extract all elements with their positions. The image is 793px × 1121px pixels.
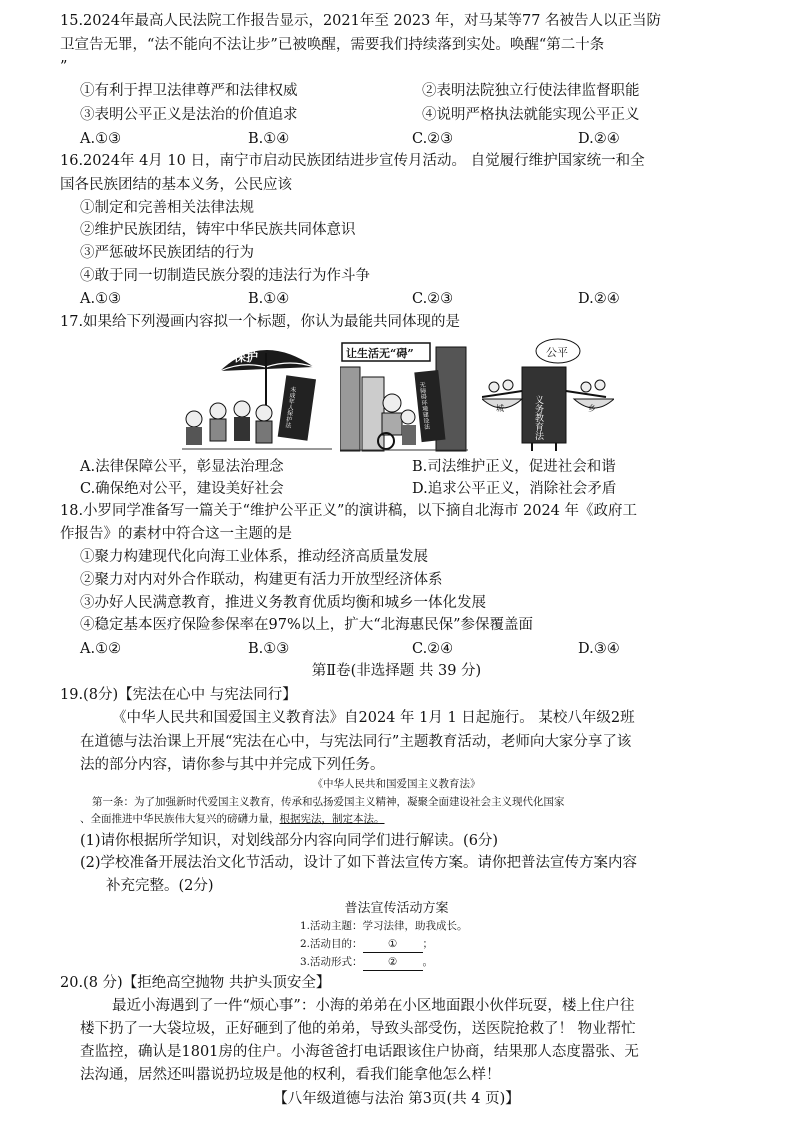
q16-choice-a: A.①③	[80, 291, 122, 307]
book-title: 义务教育法	[533, 395, 543, 440]
q18-choice-b: B.①③	[248, 641, 290, 657]
plan-item-2	[300, 936, 743, 953]
q15-choice-a: A.①③	[80, 131, 122, 147]
child-head-1	[186, 411, 202, 427]
q18-option-2: ②聚力对内对外合作联动，构建更有活力开放型经济体系	[80, 572, 443, 588]
q18-option-4: ④稳定基本医疗保险参保率在97%以上，扩大“北海惠民保”参保覆盖面	[80, 617, 534, 633]
person-head	[383, 394, 401, 412]
q16-choice-d: D.②④	[578, 291, 620, 307]
q19-para-line1: 《中华人民共和国爱国主义教育法》自2024 年 1月 1 日起施行。 某校八年级2班	[112, 710, 635, 726]
child-head-2	[503, 380, 513, 390]
law-excerpt-title: 《中华人民共和国爱国主义教育法》	[312, 778, 481, 790]
q18-choice-d: D.③④	[578, 641, 620, 657]
q20-para-line3: 查监控，确认是1801房的住户。小海爸爸打电话跟该住户协商，结果那人态度嚣张、无	[80, 1044, 639, 1060]
q18-option-3: ③办好人民满意教育，推进义务教育优质均衡和城乡一体化发展	[80, 595, 486, 611]
q16-stem-line1: 16.2024年 4月 10 日，南宁市启动民族团结进步宣传月活动。 自觉履行维护国家统一和全	[60, 153, 645, 169]
q16-option-3: ③严惩破坏民族团结的行为	[80, 245, 254, 261]
q17-choice-a: A.法律保障公平，彰显法治理念	[80, 459, 284, 475]
law-excerpt-underlined: 根据宪法，	[279, 813, 332, 825]
child-body-1	[186, 427, 202, 445]
plan-blank-2[interactable]: ②	[363, 954, 423, 971]
q15-option-2: ②表明法院独立行使法律监督职能	[422, 83, 640, 99]
law-book	[278, 375, 316, 441]
helper-head	[401, 410, 415, 424]
cartoon-education-balance	[482, 337, 614, 453]
plan-item-3-end: 。	[422, 956, 434, 968]
plan-item-3-label: 3.活动形式：	[300, 956, 363, 968]
q15-option-1: ①有利于捍卫法律尊严和法律权威	[80, 83, 298, 99]
q20-para-line1: 最近小海遇到了一件“烦心事”：小海的弟弟在小区地面跟小伙伴玩耍，楼上住户往	[112, 998, 635, 1014]
child-body-2	[210, 419, 226, 441]
law-excerpt-line2	[80, 811, 743, 827]
plan-blank-1[interactable]: ①	[363, 936, 423, 953]
q18-choice-c: C.②④	[412, 641, 454, 657]
q15-choice-b: B.①④	[248, 131, 290, 147]
q17-stem: 17.如果给下列漫画内容拟一个标题，你认为最能共同体现的是	[60, 314, 461, 330]
child-head-1	[489, 382, 499, 392]
plan-item-3	[300, 954, 743, 971]
q17-choice-d: D.追求公平正义，消除社会矛盾	[412, 481, 617, 497]
q15-option-3: ③表明公平正义是法治的价值追求	[80, 107, 298, 123]
arm-left	[482, 391, 522, 397]
book-title: 无障碍环境建设法	[417, 381, 430, 430]
q15-stem-line3: ”	[60, 59, 68, 75]
q18-stem-line2: 作报告》的素材中符合这一主题的是	[60, 526, 292, 542]
helper-body	[402, 425, 416, 445]
plan-item-1: 1.活动主题：学习法律，助我成长。	[300, 920, 468, 932]
q15-stem-line2: 卫宣告无罪，“法不能向不法让步”已被唤醒，需要我们持续落到实处。唤醒“第二十条	[60, 37, 605, 53]
person-body	[382, 413, 402, 435]
q18-stem-line1: 18.小罗同学准备写一篇关于“维护公平正义”的演讲稿，以下摘自北海市 2024 年《政府工	[60, 503, 638, 519]
plan-title: 普法宣传活动方案	[344, 901, 449, 916]
child-body-3	[234, 417, 250, 441]
book-title: 未成年人保护法	[283, 385, 297, 429]
q18-choice-a: A.①②	[80, 641, 122, 657]
q16-option-1: ①制定和完善相关法律法规	[80, 200, 254, 216]
building-left	[340, 367, 360, 451]
q16-stem-line2: 国各民族团结的基本义务，公民应该	[60, 177, 292, 193]
law-excerpt-line1: 第一条：为了加强新时代爱国主义教育，传承和弘扬爱国主义精神，凝聚全面建设社会主义现代化国家	[92, 796, 565, 808]
section-2-heading: 第Ⅱ卷(非选择题 共 39 分)	[311, 663, 482, 679]
q17-choice-c: C.确保绝对公平，建设美好社会	[80, 481, 284, 497]
q20-para-line4: 法沟通，居然还叫嚣说扔垃圾是他的权利，看我们能拿他怎么样！	[80, 1067, 501, 1083]
cartoon-barrier-free	[340, 337, 468, 453]
plan-item-2-end: ；	[422, 938, 434, 950]
q16-option-4: ④敢于同一切制造民族分裂的违法行为作斗争	[80, 268, 370, 284]
q15-choice-c: C.②③	[412, 131, 454, 147]
page-footer: 【八年级道德与法治 第3页(共 4 页)】	[273, 1091, 520, 1107]
q16-choice-b: B.①④	[248, 291, 290, 307]
q19-title: 19.(8分)【宪法在心中 与宪法同行】	[60, 687, 297, 703]
law-excerpt-underlined-2: 制定本法。	[332, 813, 385, 825]
q19-para-line3: 法的部分内容，请你参与其中并完成下列任务。	[80, 757, 385, 773]
q16-choice-c: C.②③	[412, 291, 454, 307]
q15-choice-d: D.②④	[578, 131, 620, 147]
q18-option-1: ①聚力构建现代化向海工业体系，推动经济高质量发展	[80, 549, 428, 565]
pan-right-label: 乡	[588, 404, 596, 413]
q19-task-2-line1: (2)学校准备开展法治文化节活动，设计了如下普法宣传方案。请你把普法宣传方案内容	[80, 855, 638, 871]
q19-task-1: (1)请你根据所学知识，对划线部分内容向同学们进行解读。(6分)	[80, 833, 499, 849]
banner-text: 让生活无“碍”	[346, 347, 414, 360]
q15-option-4: ④说明严格执法就能实现公平正义	[422, 107, 640, 123]
plan-item-2-label: 2.活动目的：	[300, 938, 363, 950]
child-head-4	[256, 405, 272, 421]
building-mid	[362, 377, 384, 451]
child-head-2	[210, 403, 226, 419]
child-body-4	[256, 421, 272, 443]
pan-left-label: 城	[496, 404, 504, 413]
child-head-3	[581, 382, 591, 392]
law-excerpt-text-a: 、全面推进中华民族伟大复兴的磅礴力量，	[80, 813, 280, 825]
q17-choice-b: B.司法维护正义，促进社会和谐	[412, 459, 616, 475]
q20-para-line2: 楼下扔了一大袋垃圾，正好砸到了他的弟弟，导致头部受伤，送医院抢救了！ 物业帮忙	[80, 1021, 636, 1037]
umbrella-label: 保护	[234, 350, 259, 364]
q19-para-line2: 在道德与法治课上开展“宪法在心中，与宪法同行”主题教育活动，老师向大家分享了该	[80, 734, 632, 750]
q20-title: 20.(8 分)【拒绝高空抛物 共护头顶安全】	[60, 975, 331, 991]
speech-text: 公平	[546, 346, 568, 359]
child-head-4	[595, 380, 605, 390]
law-book	[522, 367, 566, 443]
q16-option-2: ②维护民族团结，铸牢中华民族共同体意识	[80, 222, 356, 238]
child-head-3	[234, 401, 250, 417]
q19-task-2-line2: 补充完整。(2分)	[106, 878, 214, 894]
q15-stem-line1: 15.2024年最高人民法院工作报告显示，2021年至 2023 年，对马某等77 名被告人以正当防	[60, 13, 662, 29]
cartoon-umbrella-protection	[182, 337, 332, 453]
